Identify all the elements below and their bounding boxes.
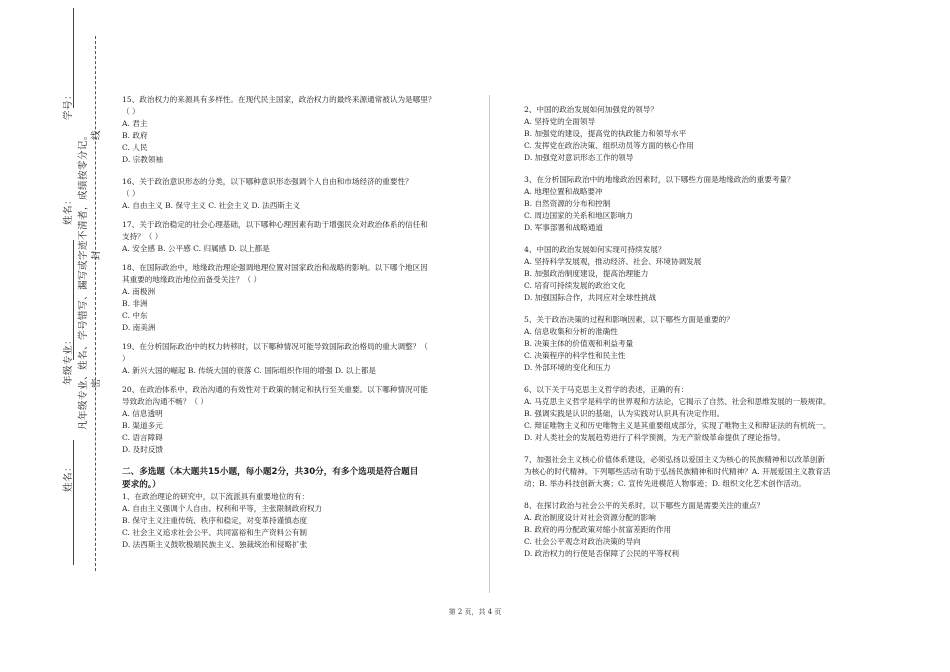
q18-stem-line1: 18、在国际政治中，地缘政治理论强调地理位置对国家政治和战略的影响。以下哪个地区因 xyxy=(122,263,428,272)
binding-field-line-upper xyxy=(73,8,74,108)
binding-label-major: 年级专业： xyxy=(63,334,74,385)
q20-option-a: A. 信息透明 xyxy=(122,409,163,418)
m8-option-a: A. 政治制度设计对社会资源分配的影响 xyxy=(524,513,656,522)
m4-option-a: A. 坚持科学发展观，推动经济、社会、环境协调发展 xyxy=(524,257,702,266)
q18-option-b: B. 非洲 xyxy=(122,299,148,308)
q15-stem: 15、政治权力的来源具有多样性。在现代民主国家，政治权力的最终来源通常被认为是哪里？ xyxy=(122,95,436,104)
m1-option-b: B. 保守主义注重传统、秩序和稳定，对变革持谨慎态度 xyxy=(122,516,308,525)
m5-stem: 5、关于政治决策的过程和影响因素，以下哪些方面是重要的？ xyxy=(524,315,734,324)
m4-option-d: D. 加强国际合作，共同应对全球性挑战 xyxy=(524,293,657,302)
page-footer: 第 2 页，共 4 页 xyxy=(448,608,502,616)
binding-warning: 凡年级专业、姓名、学号错写、漏写或字迹不清者，成绩按零分记。 xyxy=(78,129,89,430)
q17-stem-line2: 支持？（ ） xyxy=(122,232,163,241)
m3-stem: 3、在分析国际政治中的地缘政治因素时，以下哪些方面是地缘政治的重要考量？ xyxy=(524,175,795,184)
q19-stem-line1: 19、在分析国际政治中的权力转移时，以下哪种情况可能导致国际政治格局的重大调整？（ xyxy=(122,342,428,351)
m3-option-c: C. 周边国家的关系和地区影响力 xyxy=(524,211,634,220)
binding-dashed-line xyxy=(95,36,96,571)
m5-option-d: D. 外部环境的变化和压力 xyxy=(524,363,611,372)
m5-option-a: A. 信息收集和分析的准确性 xyxy=(524,327,618,336)
m7-line1: 7、加强社会主义核心价值体系建设，必须弘扬以爱国主义为核心的民族精神和以改革创新 xyxy=(524,455,825,464)
m1-option-a: A. 自由主义强调个人自由、权利和平等，主张限制政府权力 xyxy=(122,504,323,513)
binding-field-line-name xyxy=(73,240,74,360)
q20-option-d: D. 及时反馈 xyxy=(122,445,164,454)
right-column xyxy=(524,104,884,560)
binding-seal-feng: 封 xyxy=(91,249,102,260)
q20-stem-line1: 20、在政治体系中，政治沟通的有效性对于政策的制定和执行至关重要。以下哪种情况可能 xyxy=(122,385,428,394)
q15-paren: （ ） xyxy=(122,107,140,116)
m8-option-b: B. 政府的再分配政策对缩小贫富差距的作用 xyxy=(524,525,672,534)
q19-options: A. 新兴大国的崛起 B. 传统大国的衰落 C. 国际组织作用的增强 D. 以上都是 xyxy=(122,366,377,375)
binding-label-id: 学号： xyxy=(63,89,74,120)
m1-option-d: D. 法西斯主义鼓吹极端民族主义、独裁统治和侵略扩张 xyxy=(122,540,308,549)
q18-option-c: C. 中东 xyxy=(122,311,148,320)
m5-option-c: C. 决策程序的科学性和民主性 xyxy=(524,351,626,360)
binding-label-school: 姓名： xyxy=(63,461,74,492)
m2-stem: 2、中国的政治发展如何加强党的领导？ xyxy=(524,105,658,114)
m1-stem: 1、在政治理论的研究中，以下流派具有重要地位的有： xyxy=(122,492,310,501)
m6-option-d: D. 对人类社会的发展趋势进行了科学预测，为无产阶级革命提供了理论指导。 xyxy=(524,433,786,442)
section-title-line1: 二、多选题（本大题共15小题，每小题2分，共30分，有多个选项是符合题目 xyxy=(122,467,419,477)
m2-option-d: D. 加强党对意识形态工作的领导 xyxy=(524,153,634,162)
m5-option-b: B. 决策主体的价值观和利益考量 xyxy=(524,339,634,348)
q18-stem-line2: 其重要的地缘政治地位而备受关注？（ ） xyxy=(122,275,262,284)
q18-option-d: D. 南美洲 xyxy=(122,323,156,332)
q20-option-c: C. 语言障碍 xyxy=(122,433,163,442)
m3-option-d: D. 军事部署和战略通道 xyxy=(524,223,603,232)
m7-line3: 动；B. 举办科技创新大赛；C. 宣传先进模范人物事迹；D. 组织文化艺术创作活动。 xyxy=(524,479,807,488)
column-divider xyxy=(489,95,490,593)
m8-stem: 8、在探讨政治与社会公平的关系时，以下哪些方面是需要关注的重点？ xyxy=(524,501,765,510)
q15-option-a: A. 君主 xyxy=(122,119,148,128)
m2-option-c: C. 发挥党在政治决策、组织动员等方面的核心作用 xyxy=(524,141,694,150)
section-title-line2: 要求的。） xyxy=(122,479,161,490)
m3-option-a: A. 地理位置和战略要冲 xyxy=(524,187,603,196)
q16-stem: 16、关于政治意识形态的分类，以下哪种意识形态强调个人自由和市场经济的重要性？ xyxy=(122,177,413,186)
binding-label-name: 姓名： xyxy=(63,194,74,225)
q20-stem-line2: 导致政治沟通不畅？（ ） xyxy=(122,397,208,406)
q20-option-b: B. 渠道多元 xyxy=(122,421,163,430)
m6-option-b: B. 强调实践是认识的基础，认为实践对认识具有决定作用。 xyxy=(524,409,725,418)
m8-option-d: D. 政治权力的行使是否保障了公民的平等权利 xyxy=(524,549,679,558)
m6-option-c: C. 辩证唯物主义和历史唯物主义是其重要组成部分，实现了唯物主义和辩证法的有机统一。 xyxy=(524,421,831,430)
m2-option-a: A. 坚持党的全面领导 xyxy=(524,117,596,126)
m1-option-c: C. 社会主义追求社会公平、共同富裕和生产资料公有制 xyxy=(122,528,308,537)
m8-option-c: C. 社会公平观念对政治决策的导向 xyxy=(524,537,641,546)
m7-line2: 为核心的时代精神。下列哪些活动有助于弘扬民族精神和时代精神？A. 开展爱国主义教育活 xyxy=(524,467,831,476)
q18-option-a: A. 南极洲 xyxy=(122,287,156,296)
q17-stem-line1: 17、关于政治稳定的社会心理基础，以下哪种心理因素有助于增强民众对政治体系的信任和 xyxy=(122,220,428,229)
m4-option-c: C. 培育可持续发展的政治文化 xyxy=(524,281,626,290)
m2-option-b: B. 加强党的建设，提高党的执政能力和领导水平 xyxy=(524,129,687,138)
m4-option-b: B. 加强政治制度建设，提高治理能力 xyxy=(524,269,649,278)
q16-options: A. 自由主义 B. 保守主义 C. 社会主义 D. 法西斯主义 xyxy=(122,201,301,210)
m3-option-b: B. 自然资源的分布和控制 xyxy=(524,199,611,208)
binding-seal-mi: 密 xyxy=(91,377,102,388)
left-column xyxy=(122,94,478,551)
binding-field-line-lower xyxy=(73,440,74,565)
q19-stem-line2: ） xyxy=(122,354,130,363)
m6-option-a: A. 马克思主义哲学是科学的世界观和方法论，它揭示了自然、社会和思维发展的一般规律。 xyxy=(524,397,831,406)
binding-seal-xian: 线 xyxy=(91,129,102,140)
q15-option-b: B. 政府 xyxy=(122,131,148,140)
m6-stem: 6、以下关于马克思主义哲学的表述，正确的有： xyxy=(524,385,689,394)
q16-paren: （ ） xyxy=(122,189,140,198)
q17-options: A. 安全感 B. 公平感 C. 归属感 D. 以上都是 xyxy=(122,244,270,253)
q15-option-d: D. 宗教领袖 xyxy=(122,155,164,164)
m4-stem: 4、中国的政治发展如何实现可持续发展？ xyxy=(524,245,666,254)
q15-option-c: C. 人民 xyxy=(122,143,148,152)
